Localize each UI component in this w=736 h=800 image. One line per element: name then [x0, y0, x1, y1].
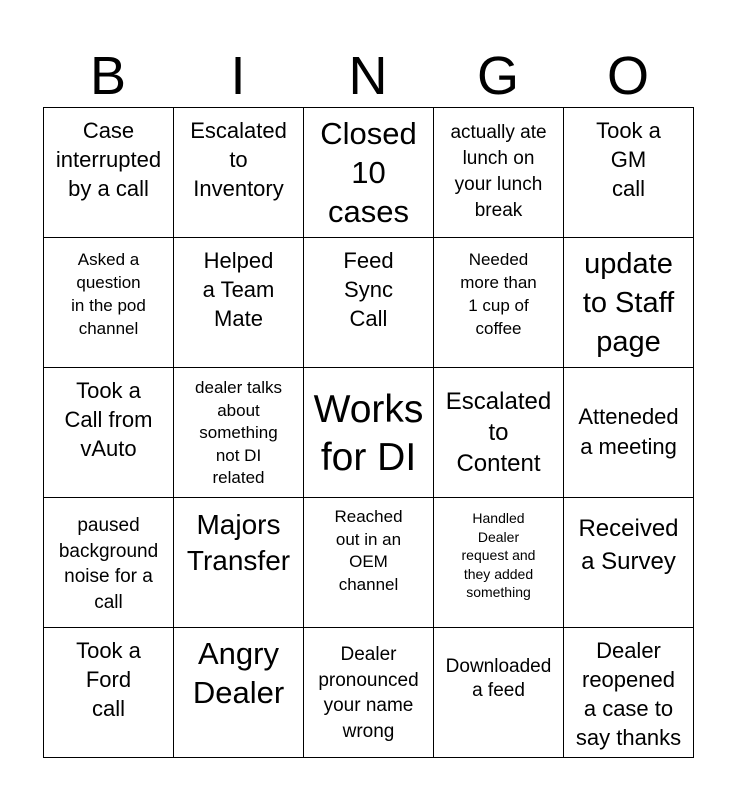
- bingo-cell[interactable]: dealer talks about something not DI related: [174, 368, 304, 498]
- bingo-cell[interactable]: Downloaded a feed: [434, 628, 564, 758]
- bingo-cell[interactable]: actually ate lunch on your lunch break: [434, 108, 564, 238]
- bingo-cell[interactable]: paused background noise for a call: [44, 498, 174, 628]
- header-letter-g: G: [476, 46, 519, 106]
- bingo-cell[interactable]: Escalated to Content: [434, 368, 564, 498]
- bingo-cell[interactable]: Atteneded a meeting: [564, 368, 694, 498]
- bingo-cell[interactable]: Angry Dealer: [174, 628, 304, 758]
- header-letter-i: I: [230, 46, 246, 106]
- bingo-cell[interactable]: Needed more than 1 cup of coffee: [434, 238, 564, 368]
- bingo-cell[interactable]: update to Staff page: [564, 238, 694, 368]
- bingo-cell[interactable]: Reached out in an OEM channel: [304, 498, 434, 628]
- bingo-grid: [43, 107, 694, 758]
- header-letter-n: N: [348, 46, 388, 106]
- bingo-cell[interactable]: Took a GM call: [564, 108, 694, 238]
- bingo-cell[interactable]: Case interrupted by a call: [44, 108, 174, 238]
- bingo-cell[interactable]: Dealer pronounced your name wrong: [304, 628, 434, 758]
- bingo-cell[interactable]: Asked a question in the pod channel: [44, 238, 174, 368]
- header-letter-o: O: [606, 46, 649, 106]
- bingo-cell[interactable]: Handled Dealer request and they added something: [434, 498, 564, 628]
- bingo-header: [43, 46, 693, 106]
- bingo-cell[interactable]: Received a Survey: [564, 498, 694, 628]
- bingo-cell[interactable]: Works for DI: [304, 368, 434, 498]
- bingo-cell[interactable]: Majors Transfer: [174, 498, 304, 628]
- bingo-cell[interactable]: Took a Ford call: [44, 628, 174, 758]
- bingo-cell[interactable]: Escalated to Inventory: [174, 108, 304, 238]
- bingo-cell[interactable]: Feed Sync Call: [304, 238, 434, 368]
- bingo-cell[interactable]: Dealer reopened a case to say thanks: [564, 628, 694, 758]
- bingo-cell[interactable]: Helped a Team Mate: [174, 238, 304, 368]
- bingo-cell[interactable]: Closed 10 cases: [304, 108, 434, 238]
- header-letter-b: B: [89, 46, 127, 106]
- bingo-cell[interactable]: Took a Call from vAuto: [44, 368, 174, 498]
